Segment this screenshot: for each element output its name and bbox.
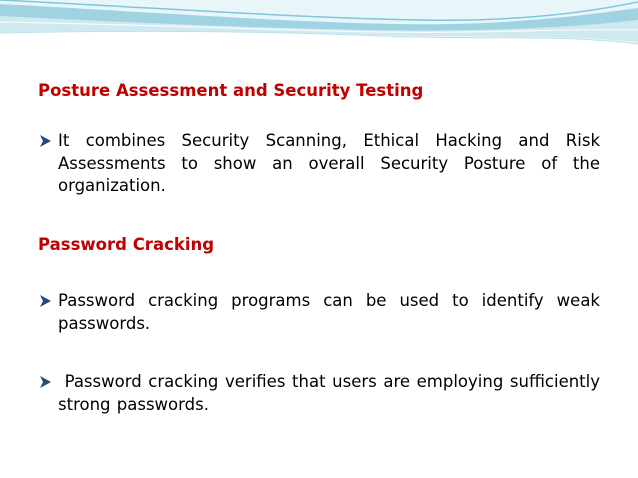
bullet-text: Password cracking programs can be used to identify weak passwords. xyxy=(58,291,600,333)
wave-header-decoration xyxy=(0,0,638,62)
bullet-text: Password cracking verifies that users are employing sufficiently strong passwords. xyxy=(58,372,607,414)
bullet-item xyxy=(38,371,607,416)
right-arrowhead-icon xyxy=(38,375,52,389)
bullet-text: It combines Security Scanning, Ethical Hacking and Risk Assessments to show an overall Security Posture of the organization. xyxy=(58,131,600,195)
right-arrowhead-icon xyxy=(38,294,52,308)
section-heading-password-cracking: Password Cracking xyxy=(38,235,215,254)
right-arrowhead-icon xyxy=(38,134,52,148)
bullet-item xyxy=(38,130,600,198)
section-heading-posture-assessment: Posture Assessment and Security Testing xyxy=(38,81,424,100)
bullet-item xyxy=(38,290,600,335)
